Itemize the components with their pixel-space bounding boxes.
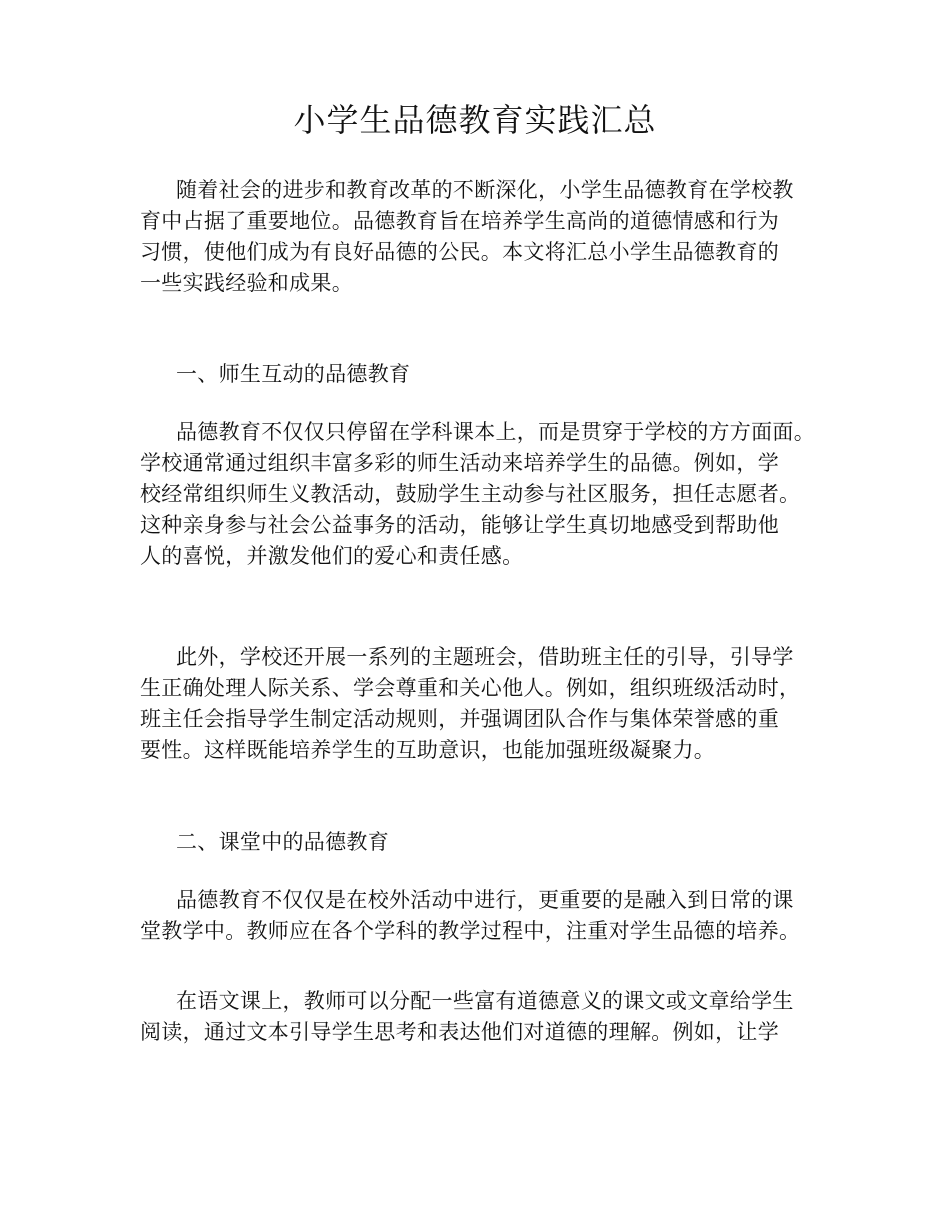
paragraph-classroom: [140, 885, 840, 947]
section-heading-1: [140, 359, 840, 390]
paragraph-line: 品德教育不仅仅只停留在学科课本上，而是贯穿于学校的方方面面。: [176, 420, 815, 444]
paragraph-line: 此外，学校还开展一系列的主题班会，借助班主任的引导，引导学: [176, 645, 794, 669]
paragraph-line: 学校通常通过组织丰富多彩的师生活动来培养学生的品德。例如，学: [140, 451, 779, 475]
paragraph-line: 随着社会的进步和教育改革的不断深化，小学生品德教育在学校教: [176, 178, 794, 202]
document-title: 小学生品德教育实践汇总: [293, 101, 657, 139]
paragraph-line: 生正确处理人际关系、学会尊重和关心他人。例如，组织班级活动时，: [140, 676, 801, 700]
paragraph-line: 习惯，使他们成为有良好品德的公民。本文将汇总小学生品德教育的: [140, 240, 779, 264]
paragraph-class-meeting: [140, 642, 840, 766]
paragraph-line: 要性。这样既能培养学生的互助意识，也能加强班级凝聚力。: [140, 738, 716, 762]
paragraph-line: 人的喜悦，并激发他们的爱心和责任感。: [140, 544, 524, 568]
paragraph-chinese-class: [140, 986, 840, 1048]
paragraph-line: 堂教学中。教师应在各个学科的教学过程中，注重对学生品德的培养。: [140, 919, 801, 943]
paragraph-line: 在语文课上，教师可以分配一些富有道德意义的课文或文章给学生: [176, 989, 794, 1013]
section-heading-2: [140, 827, 840, 858]
paragraph-line: 品德教育不仅仅是在校外活动中进行，更重要的是融入到日常的课: [176, 888, 794, 912]
paragraph-line: 育中占据了重要地位。品德教育旨在培养学生高尚的道德情感和行为: [140, 209, 779, 233]
paragraph-line: 班主任会指导学生制定活动规则，并强调团队合作与集体荣誉感的重: [140, 707, 779, 731]
section-heading-text: 一、师生互动的品德教育: [176, 362, 411, 386]
section-heading-text: 二、课堂中的品德教育: [176, 830, 389, 854]
paragraph-intro: [140, 175, 840, 299]
paragraph-line: 阅读，通过文本引导学生思考和表达他们对道德的理解。例如，让学: [140, 1020, 779, 1044]
paragraph-line: 一些实践经验和成果。: [140, 271, 353, 295]
paragraph-line: 校经常组织师生义教活动，鼓励学生主动参与社区服务，担任志愿者。: [140, 482, 801, 506]
paragraph-teacher-student: [140, 417, 840, 572]
paragraph-line: 这种亲身参与社会公益事务的活动，能够让学生真切地感受到帮助他: [140, 513, 779, 537]
